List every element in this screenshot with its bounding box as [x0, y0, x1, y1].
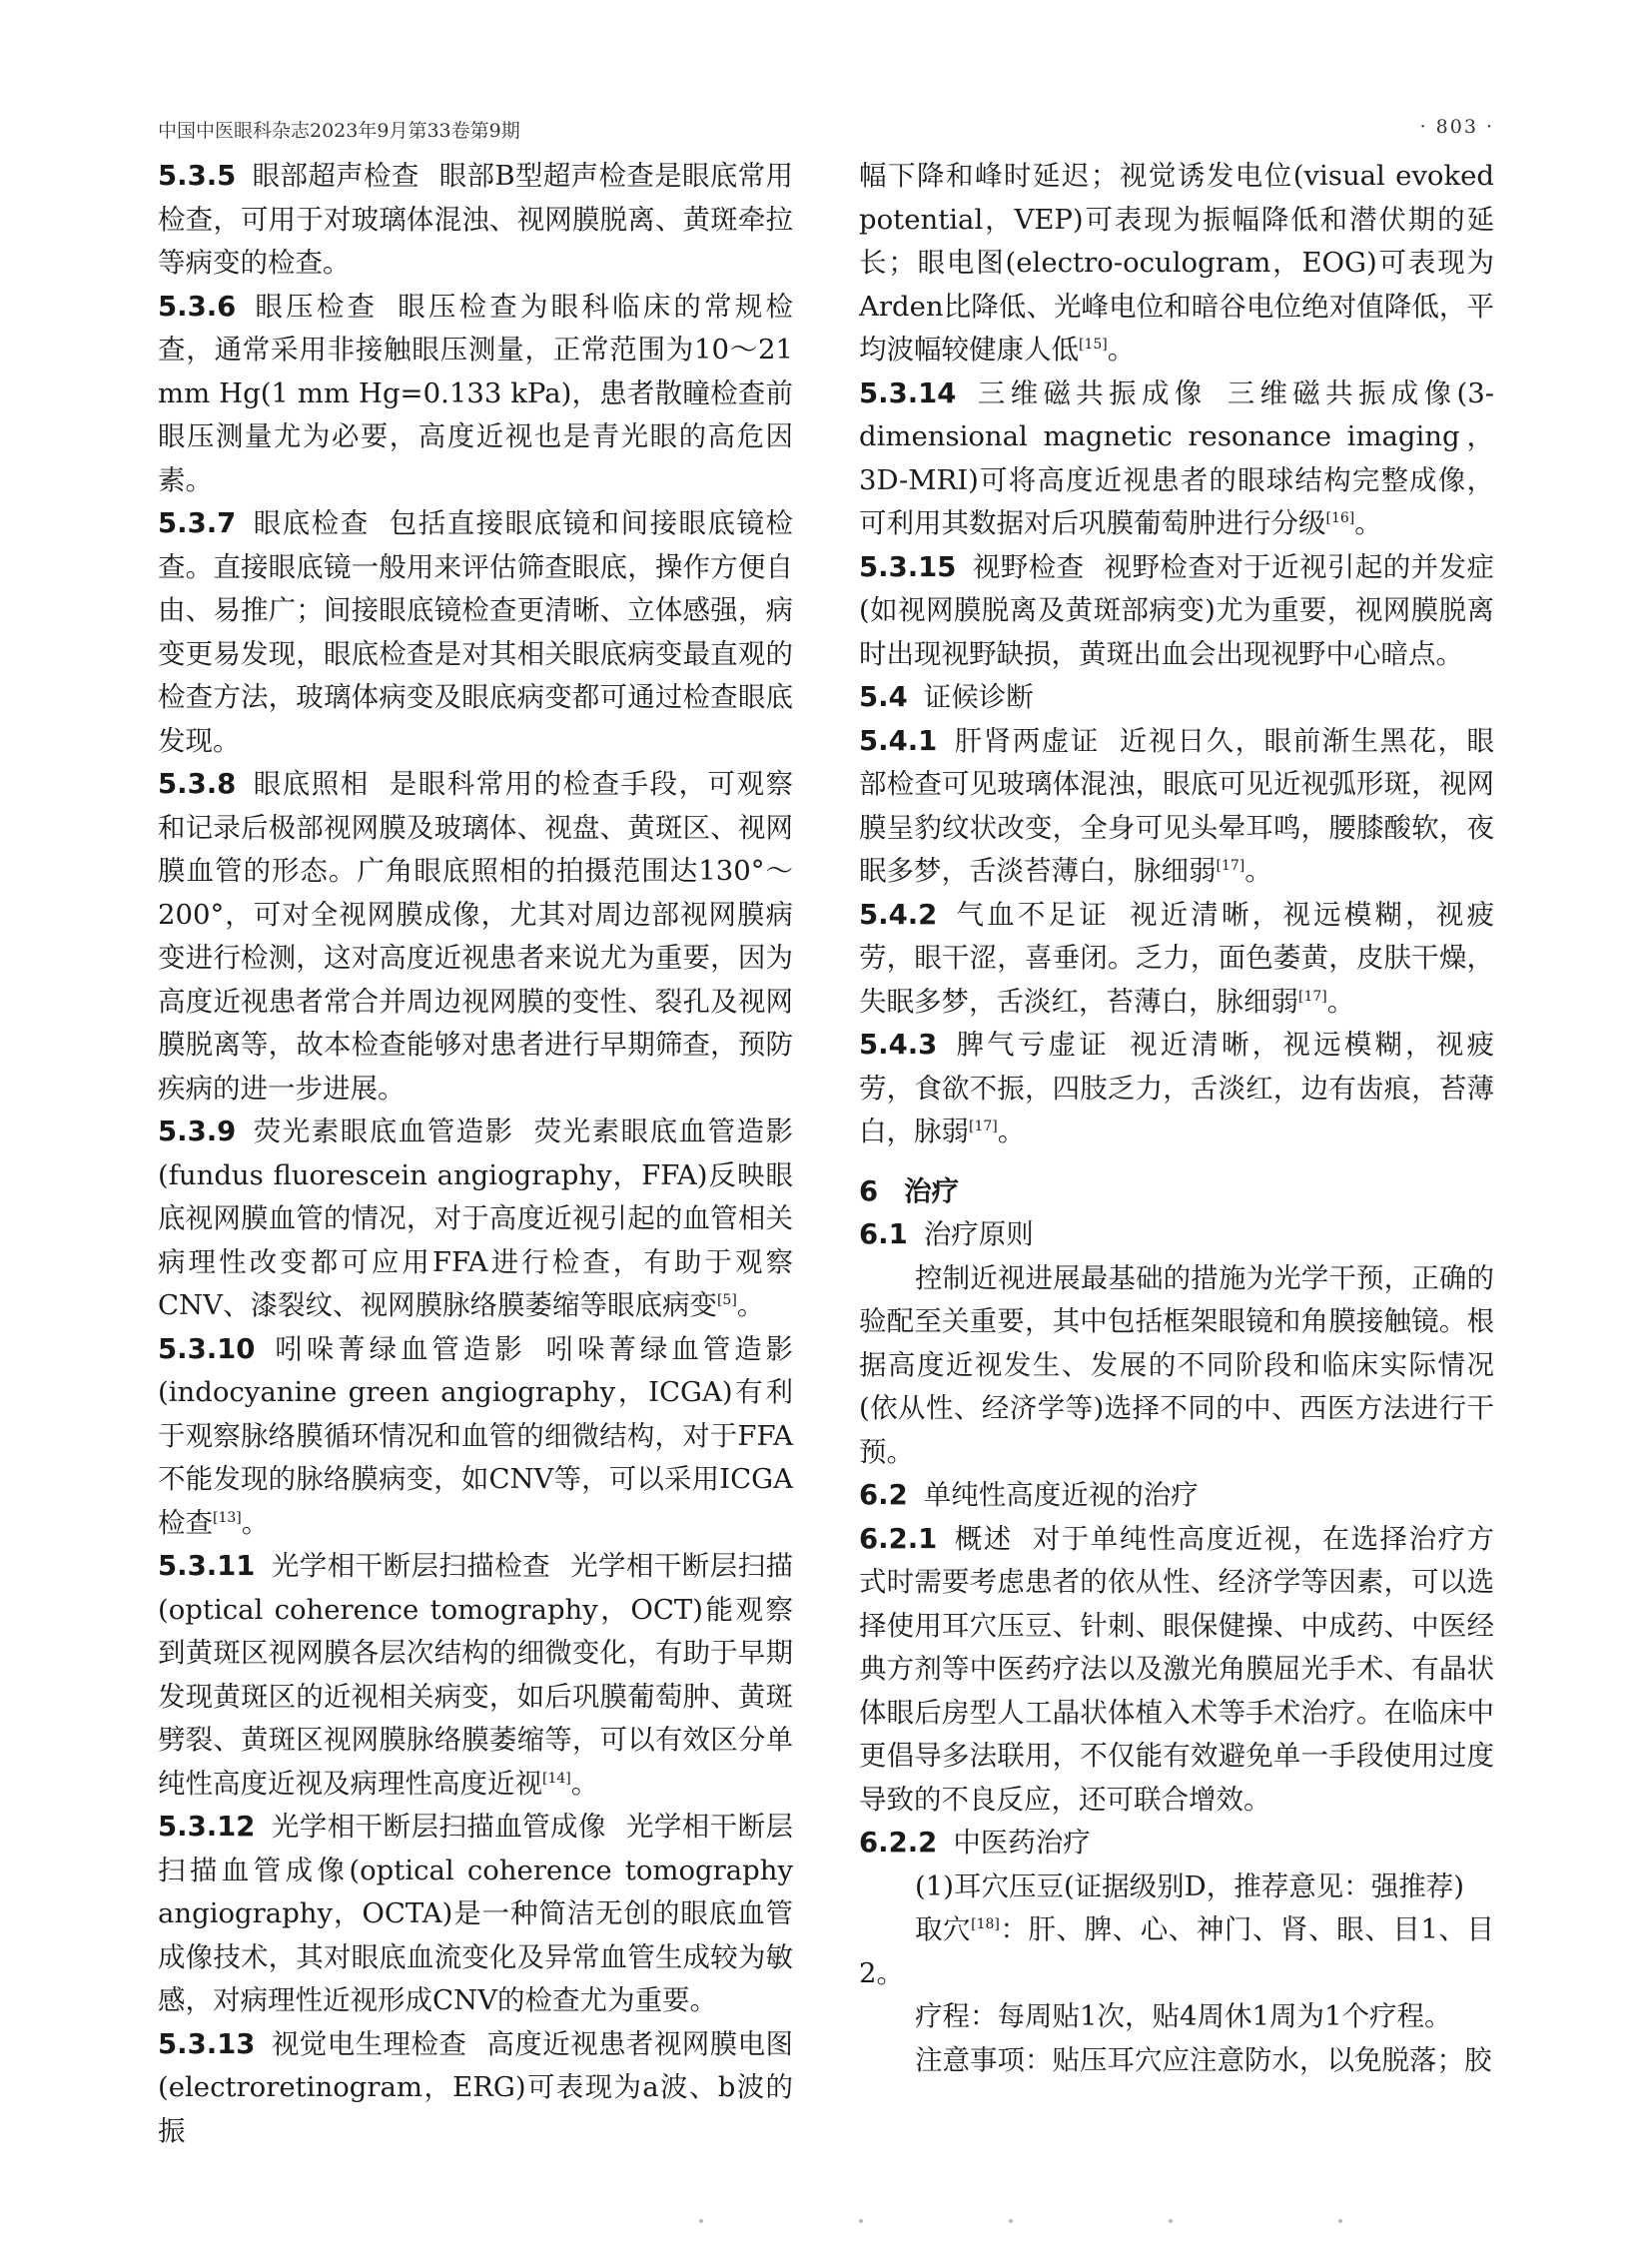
section-title: 治疗原则 [923, 1218, 1034, 1250]
paragraph-tail: 。 [997, 1116, 1026, 1147]
citation-ref: [17] [1298, 988, 1327, 1005]
paragraph-text: 光学相干断层扫描(optical coherence tomography，OCT)能观察到黄斑区视网膜各层次结构的细微变化，有助于早期发现黄斑区的近视相关病变，如后巩膜葡萄肿、黄斑劈裂、黄斑区视网膜脉络膜萎缩等，可以有效区分单纯性高度近视及病理性高度近视 [158, 1550, 794, 1800]
paragraph [158, 502, 793, 763]
citation-ref: [15] [1079, 336, 1108, 353]
paragraph [158, 286, 793, 503]
paragraph [158, 1111, 793, 1328]
paragraph-text: (1)耳穴压豆(证据级别D，推荐意见：强推荐) [915, 1869, 1464, 1902]
section-title: 视觉电生理检查 [271, 2027, 467, 2060]
footer-dots [699, 2219, 1498, 2225]
paragraph [158, 1328, 793, 1546]
citation-ref: [13] [213, 1509, 242, 1526]
paragraph-text: 是眼科常用的检查手段，可观察和记录后极部视网膜及玻璃体、视盘、黄斑区、视网膜血管的形态。广角眼底照相的拍摄范围达130°～200°，可对全视网膜成像，尤其对周边部视网膜病变进行检测，这对高度近视患者来说尤为重要，因为高度近视患者常合并周边视网膜的变性、裂孔及视网膜脱离等，故本检查能够对患者进行早期筛查，预防疾病的进一步进展。 [158, 768, 794, 1105]
paragraph-tail: 。 [1244, 855, 1272, 887]
section-title: 气血不足证 [953, 898, 1110, 931]
right-column [859, 155, 1494, 2082]
section-number: 5.3.9 [158, 1116, 237, 1147]
paragraph-text: 包括直接眼底镜和间接眼底镜检查。直接眼底镜一般用来评估筛查眼底，操作方便自由、易推广；间接眼底镜检查更清晰、立体感强，病变更易发现，眼底检查是对其相关眼底病变最直观的检查方法，玻璃体病变及眼底病变都可通过检查眼底发现。 [158, 507, 794, 757]
page-number: · 803 · [1419, 116, 1494, 138]
section-title: 肝肾两虚证 [953, 724, 1100, 757]
paragraph [859, 1866, 1494, 1909]
paragraph [859, 1518, 1494, 1823]
paragraph [859, 1995, 1494, 2039]
section-title: 眼底检查 [252, 507, 370, 539]
paragraph [859, 1213, 1494, 1257]
paragraph [859, 720, 1494, 894]
paragraph-text: 光学相干断层扫描血管成像(optical coherence tomography angiography，OCTA)是一种简洁无创的眼底血管成像技术，其对眼底血流变化及异常血管生成较为敏感，对病理性近视形成CNV的检查尤为重要。 [158, 1811, 794, 2016]
section-number: 5.4.3 [859, 1029, 938, 1061]
section-title: 光学相干断层扫描检查 [271, 1550, 551, 1582]
paragraph-tail: 。 [736, 1289, 765, 1321]
paragraph-text: 取穴 [915, 1913, 972, 1945]
section-number: 5.3.10 [158, 1332, 256, 1365]
section-number: 5.3.15 [859, 550, 957, 583]
paragraph [158, 1806, 793, 2023]
citation-ref: [17] [1216, 857, 1245, 874]
section-number: 5.3.5 [158, 160, 237, 192]
section-title: 证候诊断 [923, 681, 1034, 713]
paragraph-tail: 。 [1107, 334, 1136, 366]
paragraph [859, 2039, 1494, 2083]
section-title: 单纯性高度近视的治疗 [923, 1479, 1199, 1511]
citation-ref: [18] [971, 1915, 1000, 1932]
section-title: 眼压检查 [252, 290, 379, 323]
citation-ref: [14] [542, 1770, 571, 1787]
section-number: 5.4.2 [859, 898, 938, 931]
section-title: 脾气亏虚证 [953, 1029, 1110, 1061]
paragraph [859, 676, 1494, 720]
paragraph-text: 视近清晰，视远模糊，视疲劳，食欲不振，四肢乏力，舌淡红，边有齿痕，苔薄白，脉弱 [859, 1029, 1494, 1147]
paragraph-text: 三维磁共振成像(3-dimensional magnetic resonance imaging，3D-MRI)可将高度近视患者的眼球结构完整成像，可利用其数据对后巩膜葡萄肿进行分级 [859, 376, 1494, 539]
paragraph-text: 眼部B型超声检查是眼底常用检查，可用于对玻璃体混浊、视网膜脱离、黄斑牵拉等病变的检查。 [158, 160, 793, 279]
paragraph-text: 荧光素眼底血管造影(fundus fluorescein angiography，FFA)反映眼底视网膜血管的情况，对于高度近视引起的血管相关病理性改变都可应用FFA进行检查，有助于观察CNV、漆裂纹、视网膜脉络膜萎缩等眼底病变 [158, 1116, 794, 1321]
paragraph-text: 对于单纯性高度近视，在选择治疗方式时需要考虑患者的依从性、经济学等因素，可以选择使用耳穴压豆、针刺、眼保健操、中成药、中医经典方剂等中医药疗法以及激光角膜屈光手术、有晶状体眼后房型人工晶状体植入术等手术治疗。在临床中更倡导多法联用，不仅能有效避免单一手段使用过度导致的不良反应，还可联合增效。 [859, 1522, 1495, 1816]
paragraph-tail: 。 [570, 1767, 599, 1800]
section-number: 5.3.6 [158, 290, 237, 323]
section-number: 6.2.2 [859, 1827, 938, 1859]
section-number: 5.3.13 [158, 2027, 256, 2060]
citation-ref: [16] [1325, 509, 1355, 526]
paragraph [158, 155, 793, 286]
paragraph [158, 763, 793, 1111]
paragraph [859, 1024, 1494, 1154]
section-number: 5.3.7 [158, 507, 237, 539]
paragraph-text: 注意事项：贴压耳穴应注意防水，以免脱落；胶 [915, 2043, 1492, 2076]
paragraph [859, 155, 1494, 373]
paragraph [158, 2023, 793, 2154]
section-title: 三维磁共振成像 [972, 376, 1208, 409]
section-number: 6.2 [859, 1479, 908, 1511]
paragraph [859, 546, 1494, 677]
section-title: 概述 [953, 1522, 1013, 1555]
section-title: 眼底照相 [252, 768, 370, 800]
paragraph [859, 1474, 1494, 1518]
paragraph-text: 疗程：每周贴1次，贴4周休1周为1个疗程。 [915, 2000, 1452, 2032]
section-title: 吲哚菁绿血管造影 [271, 1332, 526, 1365]
paragraph-text: 幅下降和峰时延迟；视觉诱发电位(visual evoked potential，VEP)可表现为振幅降低和潜伏期的延长；眼电图(electro-oculogram，EOG)可表现为Arden比降低、光峰电位和暗谷电位绝对值降低，平均波幅较健康人低 [859, 160, 1494, 366]
paragraph [859, 373, 1494, 546]
section-title: 光学相干断层扫描血管成像 [271, 1811, 606, 1843]
paragraph [859, 894, 1494, 1025]
paragraph-text: 视野检查对于近视引起的并发症(如视网膜脱离及黄斑部病变)尤为重要，视网膜脱离时出现视野缺损，黄斑出血会出现视野中心暗点。 [859, 550, 1495, 670]
section-title: 治疗 [904, 1174, 960, 1207]
section-number: 5.4 [859, 681, 908, 713]
section-number: 5.3.11 [158, 1550, 256, 1582]
section-number: 5.4.1 [859, 724, 938, 757]
paragraph-text: 近视日久，眼前渐生黑花，眼部检查可见玻璃体混浊，眼底可见近视弧形斑，视网膜呈豹纹状改变，全身可见头晕耳鸣，腰膝酸软，夜眠多梦，舌淡苔薄白，脉细弱 [859, 724, 1495, 887]
section-number: 5.3.12 [158, 1811, 256, 1843]
section-title: 眼部超声检查 [252, 160, 419, 192]
paragraph [158, 1545, 793, 1806]
paragraph [859, 1170, 1494, 1214]
paragraph-tail: ：肝、脾、心、神门、肾、眼、目1、目2。 [859, 1913, 1494, 1989]
paragraph-text: 吲哚菁绿血管造影(indocyanine green angiography，ICGA)有利于观察脉络膜循环情况和血管的细微结构，对于FFA不能发现的脉络膜病变，如CNV等，可以采用ICGA检查 [158, 1332, 794, 1539]
paragraph-text: 眼压检查为眼科临床的常规检查，通常采用非接触眼压测量，正常范围为10～21 mm Hg(1 mm Hg=0.133 kPa)，患者散瞳检查前眼压测量尤为必要，高度近视也是青光眼的高危因素。 [158, 290, 793, 496]
section-title: 荧光素眼底血管造影 [252, 1116, 514, 1147]
paragraph [859, 1908, 1494, 1995]
paragraph-tail: 。 [1326, 985, 1355, 1018]
paragraph-tail: 。 [1354, 507, 1382, 539]
paragraph [859, 1257, 1494, 1475]
section-number: 6.2.1 [859, 1522, 938, 1555]
paragraph-text: 控制近视进展最基础的措施为光学干预，正确的验配至关重要，其中包括框架眼镜和角膜接触镜。根据高度近视发生、发展的不同阶段和临床实际情况(依从性、经济学等)选择不同的中、西医方法进行干预。 [859, 1261, 1494, 1468]
citation-ref: [5] [716, 1291, 737, 1308]
paragraph [859, 1822, 1494, 1866]
paragraph-text: 高度近视患者视网膜电图(electroretinogram，ERG)可表现为a波、b波的振 [158, 2027, 794, 2147]
running-header [158, 112, 1494, 148]
section-number: 6 [859, 1174, 879, 1207]
paragraph-text: 视近清晰，视远模糊，视疲劳，眼干涩，喜垂闭。乏力，面色萎黄，皮肤干燥，失眠多梦，舌淡红，苔薄白，脉细弱 [859, 898, 1494, 1018]
citation-ref: [17] [969, 1118, 998, 1134]
section-title: 中医药治疗 [953, 1827, 1091, 1859]
section-number: 5.3.8 [158, 768, 237, 800]
journal-title: 中国中医眼科杂志2023年9月第33卷第9期 [158, 120, 520, 142]
paragraph-tail: 。 [241, 1506, 270, 1539]
section-number: 5.3.14 [859, 376, 957, 409]
section-number: 6.1 [859, 1218, 908, 1250]
section-title: 视野检查 [972, 550, 1085, 583]
left-column [158, 155, 793, 2153]
